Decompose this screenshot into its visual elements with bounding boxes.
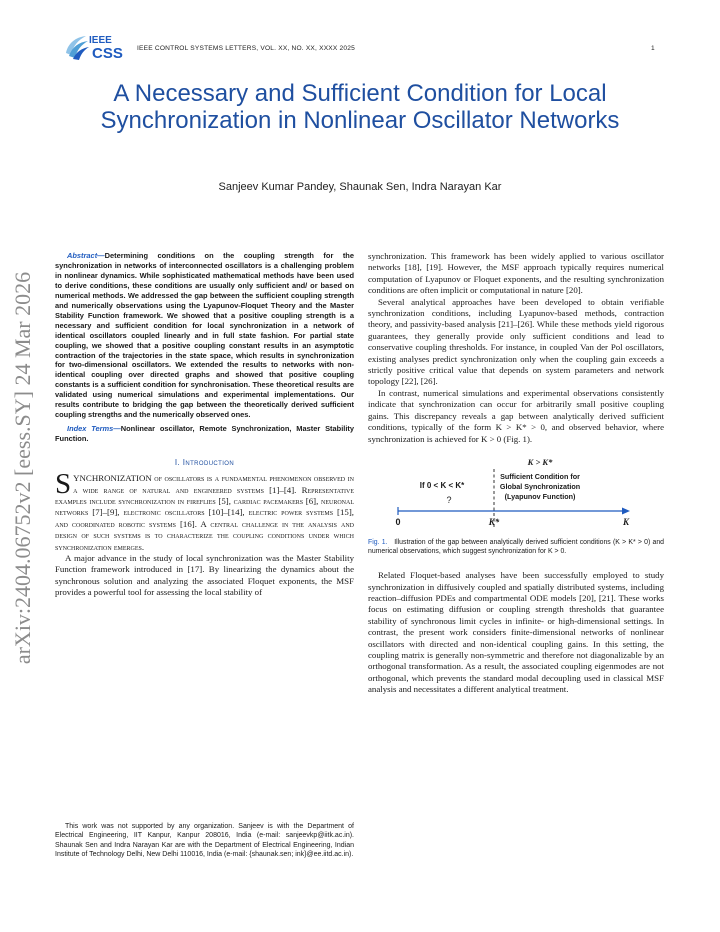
logo-text-css: CSS (92, 45, 123, 61)
fig-axis-zero: 0 (395, 516, 401, 527)
intro-paragraph-1 (55, 468, 354, 553)
caption-text: Illustration of the gap between analytically derived sufficient conditions (K > K* > 0) and numerical observations, which suggest synchronization for K > 0. (368, 538, 664, 555)
spacer (368, 556, 664, 570)
abstract-text: Determining conditions on the coupling strength for the synchronization in networks of interconnected oscillators is a challenging problem in nonlinear dynamics. While sophisticated mathematical methods have been used to derive conditions, these conditions are usually only sufficient and/ or based on numerical methods. We addressed the gap between the sufficient coupling strength and numerically observations using the Lyapunov-Floquet Theory and the Master Stability Function framework. We showed that a positive coupling strength is a necessary and sufficient condition for local synchronization in a network of identical oscillators coupled linearly and in full state fashion. For partial state coupling, we showed that a positive coupling constant results in an asymptotic contraction of the trajectories in the state space, which results in synchronization for two-dimensional oscillators. We extended the results to networks with non-identical coupling over directed graphs and showed that positive coupling constants is a sufficient condition for synchronisation. These theoretical results are validated using numerical simulations and experimental implementations. Our results contribute to bridging the gap between the theoretically derived sufficient coupling strengths and the numerically observed ones. (55, 251, 354, 420)
leaf-logo-icon (62, 31, 130, 61)
index-terms-text: Nonlinear oscillator, Remote Synchronization, Master Stability Function. (55, 424, 355, 444)
fig-label-k-greater-kstar: K > K* (527, 456, 553, 467)
fig-label-lyapunov: (Lyapunov Function) (504, 491, 576, 501)
index-terms-lead: Index Terms— (67, 424, 121, 434)
figure-1-diagram (368, 455, 664, 535)
right-paragraph-2: Several analytical approaches have been developed to obtain verifiable synchronization conditions, including Lyapunov-based methods, contraction theory, and passivity-based analysis [21]–[26]. While these methods yield rigorous guarantees, they generally provide only sufficient conditions and lead to conservative coupling thresholds. For instance, in coupled Van der Pol oscillators, existing analyses predict synchronization only when the coupling gain exceeds a strictly positive critical value that depends on system parameters and network topology [22], [26]. (368, 296, 664, 387)
figure-1 (368, 455, 664, 535)
left-column (55, 251, 354, 599)
fig-label-global-sync: Global Synchronization (499, 481, 581, 491)
ieee-css-logo (62, 31, 130, 61)
page-number: 1 (651, 45, 655, 52)
index-terms (55, 424, 354, 444)
intro-paragraph-1-text: YNCHRONIZATION of oscillators is a fundamental phenomenon observed in a wide range of natural and engineered systems [1]–[4]. Representative examples include synchronization in fireflies [5], cardiac pacemakers [6], neuronal networks [7]–[9], electronic oscillators [10]–[14], electric power systems [15], and coordinated robotic systems [16]. A central challenge in the analysis and design of such systems is to characterize the coupling conditions under which synchronization emerges. (55, 473, 354, 552)
author-list: Sanjeev Kumar Pandey, Shaunak Sen, Indra Narayan Kar (218, 181, 502, 193)
right-paragraph-1: synchronization. This framework has been widely applied to various oscillator networks [18], [19]. However, the MSF approach typically requires numerical computation of Lyapunov or Floquet exponents, and the resulting synchronization conditions are often implicit or computational in nature [20]. (368, 251, 664, 296)
fig-label-sufficient: Sufficient Condition for (500, 471, 580, 481)
section-heading-introduction: I. Introduction (174, 458, 235, 468)
fig-axis-kstar: K* (488, 516, 500, 527)
figure-1-caption (368, 539, 664, 556)
drop-cap: S (55, 468, 72, 501)
arxiv-identifier: arXiv:2404.06752v2 [eess.SY] 24 Mar 2026 (10, 271, 35, 665)
paper-title: A Necessary and Sufficient Condition for Local Synchronization in Nonlinear Oscillator Networks (100, 80, 620, 134)
right-paragraph-3: In contrast, numerical simulations and experimental observations consistently indicate that synchronization can occur for arbitrarily small positive coupling gains. This discrepancy reveals a gap between analytically derived sufficient conditions, typically of the form K > K* > 0, and observed behavior, where synchronization is achieved for K > 0 (Fig. 1). (368, 387, 664, 444)
right-paragraph-4: Related Floquet-based analyses have been successfully employed to study synchronization in diffusively coupled and spatially distributed systems, including reaction–diffusion PDEs and compartmental ODE models [20], [21]. These works focus on estimating diffusion or coupling strength thresholds that guarantee stability of synchronous limit cycles in infinite- or high-dimensional settings. In contrast, the present work considers finite-dimensional networks of nonlinear oscillators with directed and non-identical coupling gains. In this setting, the coupling matrix is generally non-symmetric and therefore not diagonalizable by an orthogonal transformation. As a result, the associated coupling eigenmodes are not orthogonal, which prevents the standard modal decoupling used in classical MSF analysis and necessitates a different analytical treatment. (368, 570, 664, 695)
running-header: IEEE CONTROL SYSTEMS LETTERS, VOL. XX, NO. XX, XXXX 2025 (137, 45, 355, 52)
fig-label-if-range: If 0 < K < K* (419, 480, 465, 490)
abstract (55, 251, 354, 420)
right-column (368, 251, 664, 696)
affiliation-footnote: This work was not supported by any organization. Sanjeev is with the Department of Electrical Engineering, IIT Kanpur, Kanpur 208016, India (e-mail: sanjeevkp@iitk.ac.in). Shaunak Sen and Indra Narayan Kar are with the Department of Electrical Engineering, Indian Institute of Technology Delhi, New Delhi 110016, India (e-mail: {shaunak.sen; ink}@ee.iitd.ac.in). (55, 823, 354, 858)
fig-axis-arrow-icon (622, 507, 630, 514)
fig-label-question: ? (446, 494, 452, 505)
fig-axis-k: K (622, 516, 630, 527)
abstract-lead: Abstract— (67, 251, 105, 260)
caption-lead: Fig. 1. (368, 538, 388, 546)
intro-paragraph-2: A major advance in the study of local synchronization was the Master Stability Function framework introduced in [17]. By linearizing the dynamics about the synchronous solution and analyzing the associated Floquet exponents, the MSF provides a powerful tool for assessing the local stability of (55, 552, 354, 598)
logo-text-ieee: IEEE (89, 35, 112, 46)
